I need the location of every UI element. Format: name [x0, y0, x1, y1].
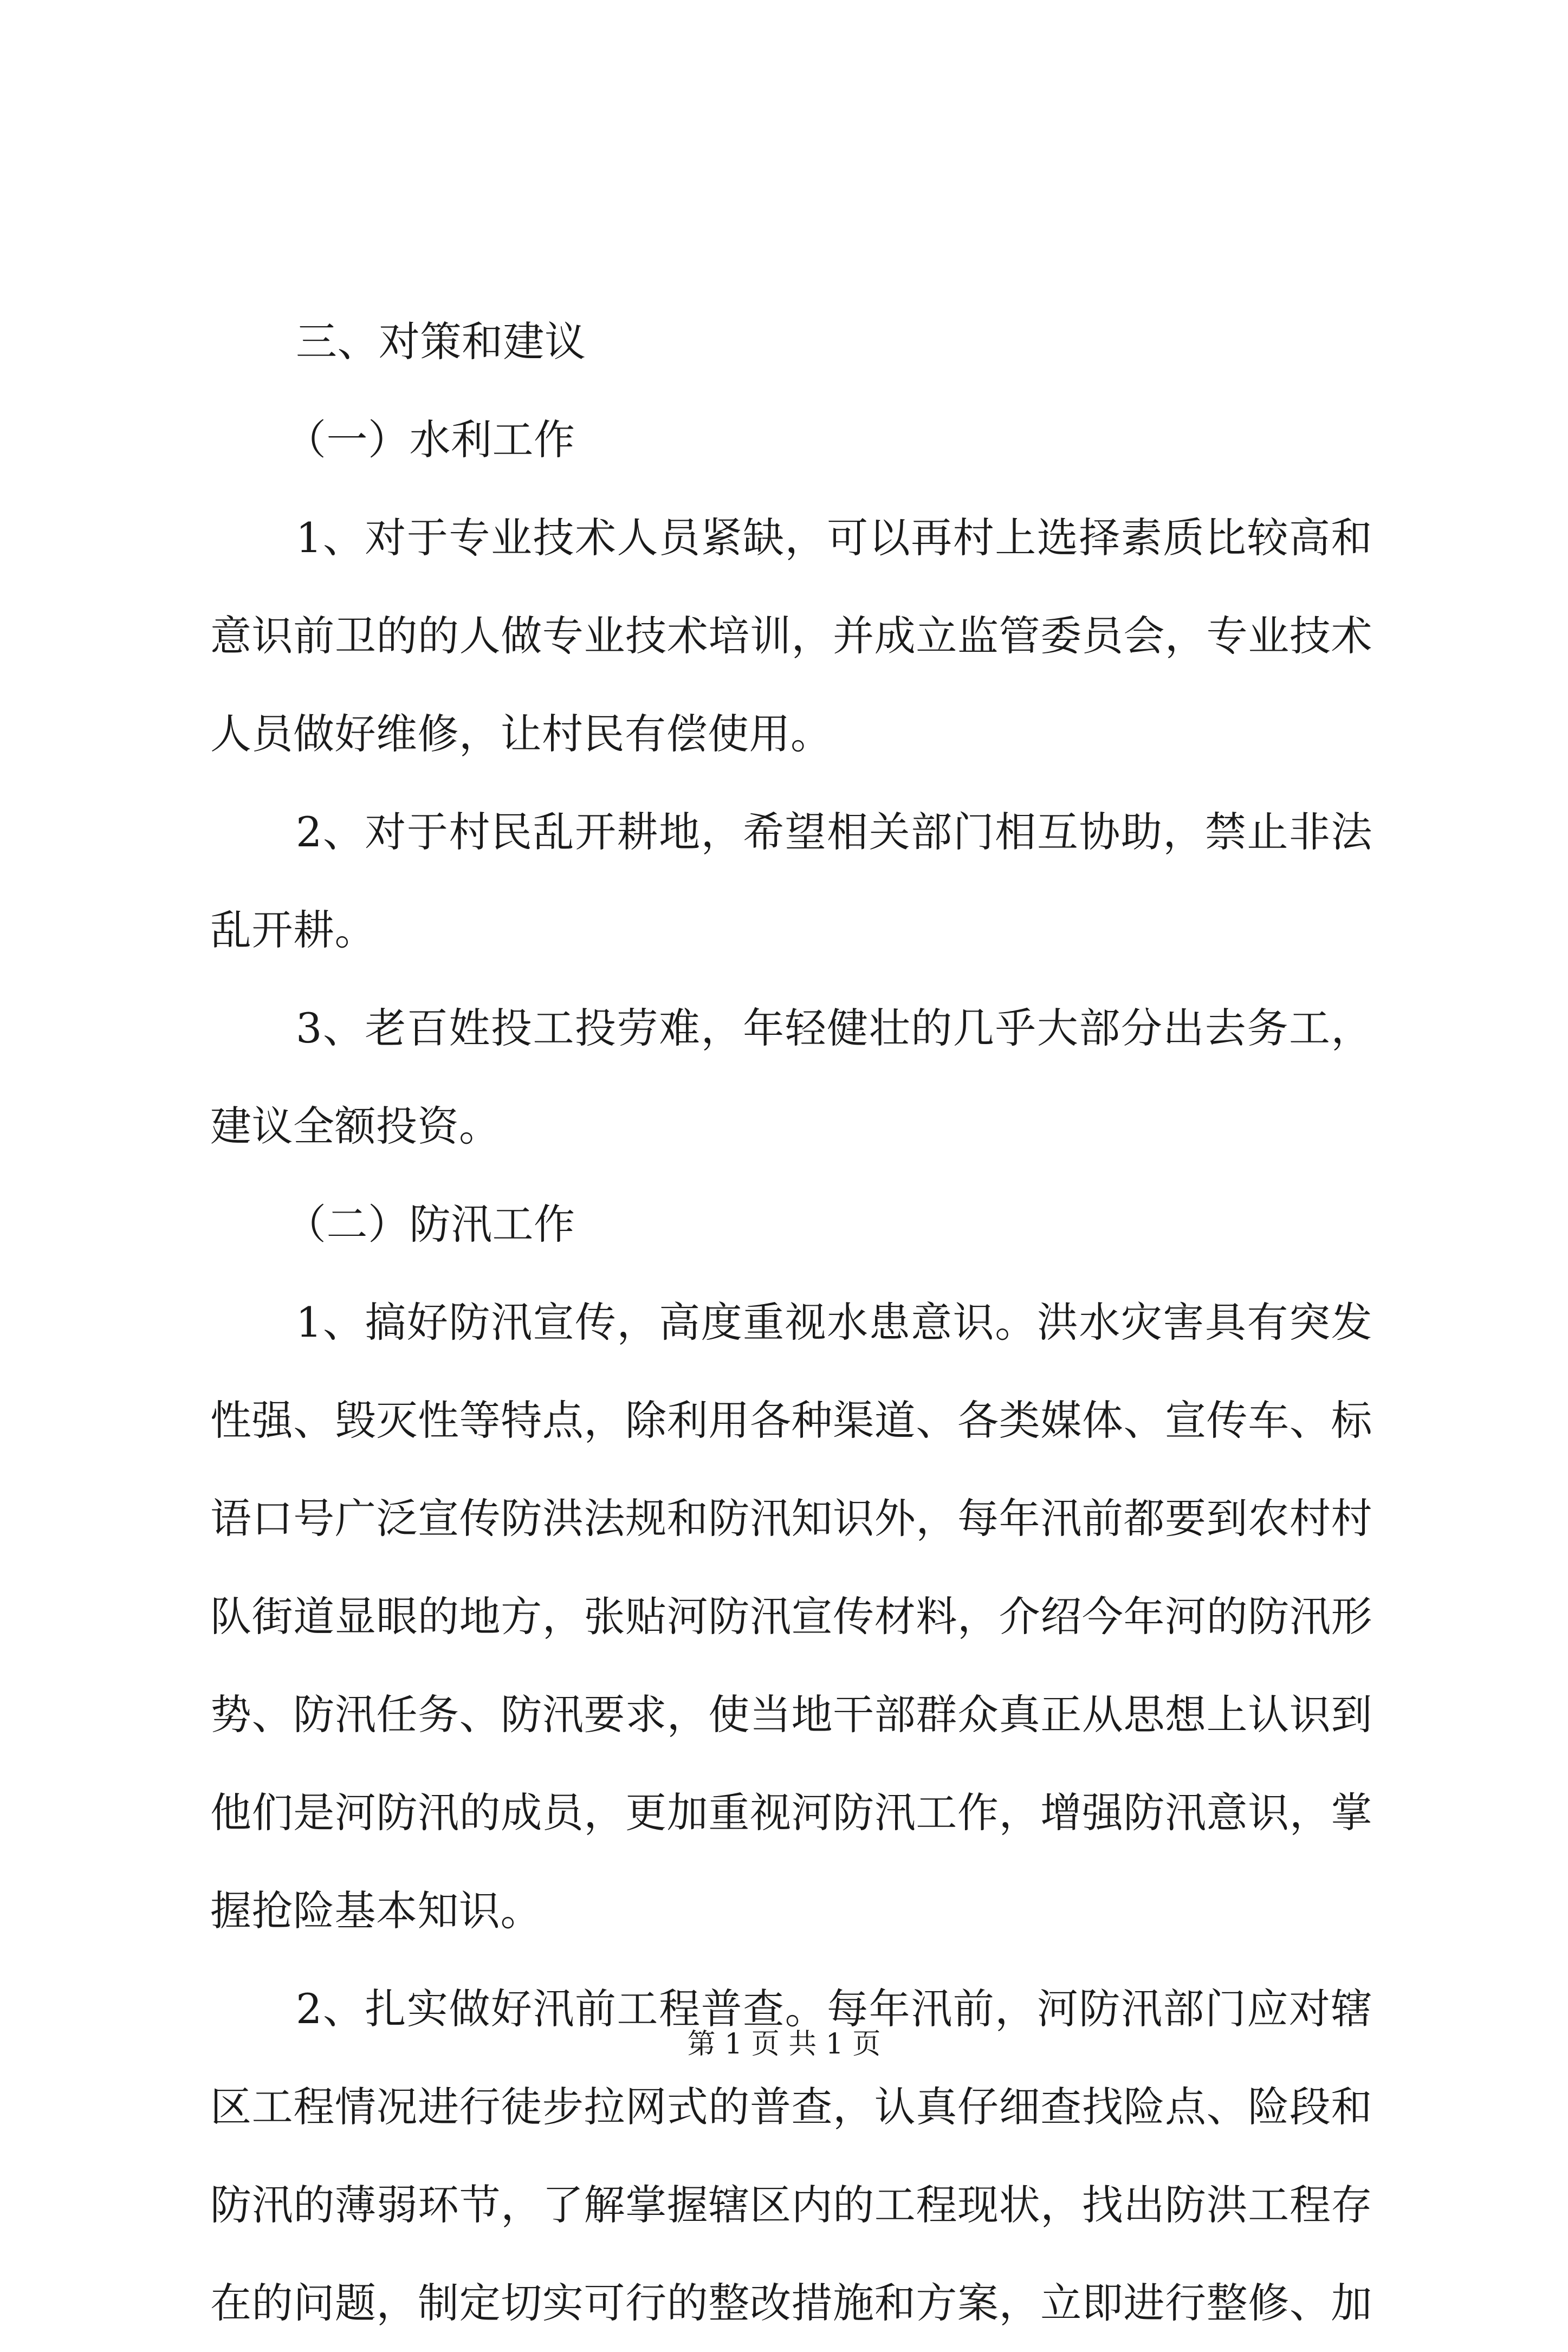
paragraph-line: 2、对于村民乱开耕地，希望相关部门相互协助，禁止非法	[296, 808, 1372, 856]
paragraph-water-3	[210, 979, 1372, 1175]
paragraph-line: 区工程情况进行徒步拉网式的普查，认真仔细查找险点、险段和	[210, 2083, 1372, 2131]
paragraph-water-1	[210, 489, 1372, 783]
paragraph-line: 1、搞好防汛宣传，高度重视水患意识。洪水灾害具有突发	[296, 1298, 1372, 1346]
paragraph-line: 势、防汛任务、防汛要求，使当地干部群众真正从思想上认识到	[210, 1690, 1372, 1739]
section-heading: 三、对策和建议	[296, 318, 586, 366]
paragraph-line: 乱开耕。	[210, 906, 376, 954]
paragraph-line: 性强、毁灭性等特点，除利用各种渠道、各类媒体、宣传车、标	[210, 1396, 1372, 1444]
subsection-title-water: （一）水利工作	[285, 416, 575, 464]
paragraph-line: 建议全额投资。	[210, 1102, 501, 1150]
paragraph-line: 语口号广泛宣传防洪法规和防汛知识外，每年汛前都要到农村村	[210, 1494, 1372, 1543]
paragraph-line: 2、扎实做好汛前工程普查。每年汛前，河防汛部门应对辖	[296, 1985, 1372, 2033]
paragraph-flood-2	[210, 1960, 1372, 2352]
paragraph-line: 3、老百姓投工投劳难，年轻健壮的几乎大部分出去务工，	[296, 1004, 1372, 1052]
paragraph-line: 1、对于专业技术人员紧缺，可以再村上选择素质比较高和	[296, 514, 1372, 562]
paragraph-line: 队街道显眼的地方，张贴河防汛宣传材料，介绍今年河的防汛形	[210, 1592, 1372, 1641]
paragraph-line: 在的问题，制定切实可行的整改措施和方案，立即进行整修、加	[210, 2279, 1372, 2327]
paragraph-line: 防汛的薄弱环节，了解掌握辖区内的工程现状，找出防洪工程存	[210, 2181, 1372, 2229]
paragraph-line: 他们是河防汛的成员，更加重视河防汛工作，增强防汛意识，掌	[210, 1789, 1372, 1837]
paragraph-flood-1	[210, 1273, 1372, 1960]
subsection-title-flood: （二）防汛工作	[285, 1200, 575, 1248]
paragraph-water-2	[210, 783, 1372, 979]
page-footer: 第 1 页 共 1 页	[687, 2028, 881, 2061]
paragraph-line: 意识前卫的的人做专业技术培训，并成立监管委员会，专业技术	[210, 612, 1372, 660]
paragraph-line: 握抢险基本知识。	[210, 1887, 542, 1935]
paragraph-line: 人员做好维修，让村民有偿使用。	[210, 710, 832, 758]
